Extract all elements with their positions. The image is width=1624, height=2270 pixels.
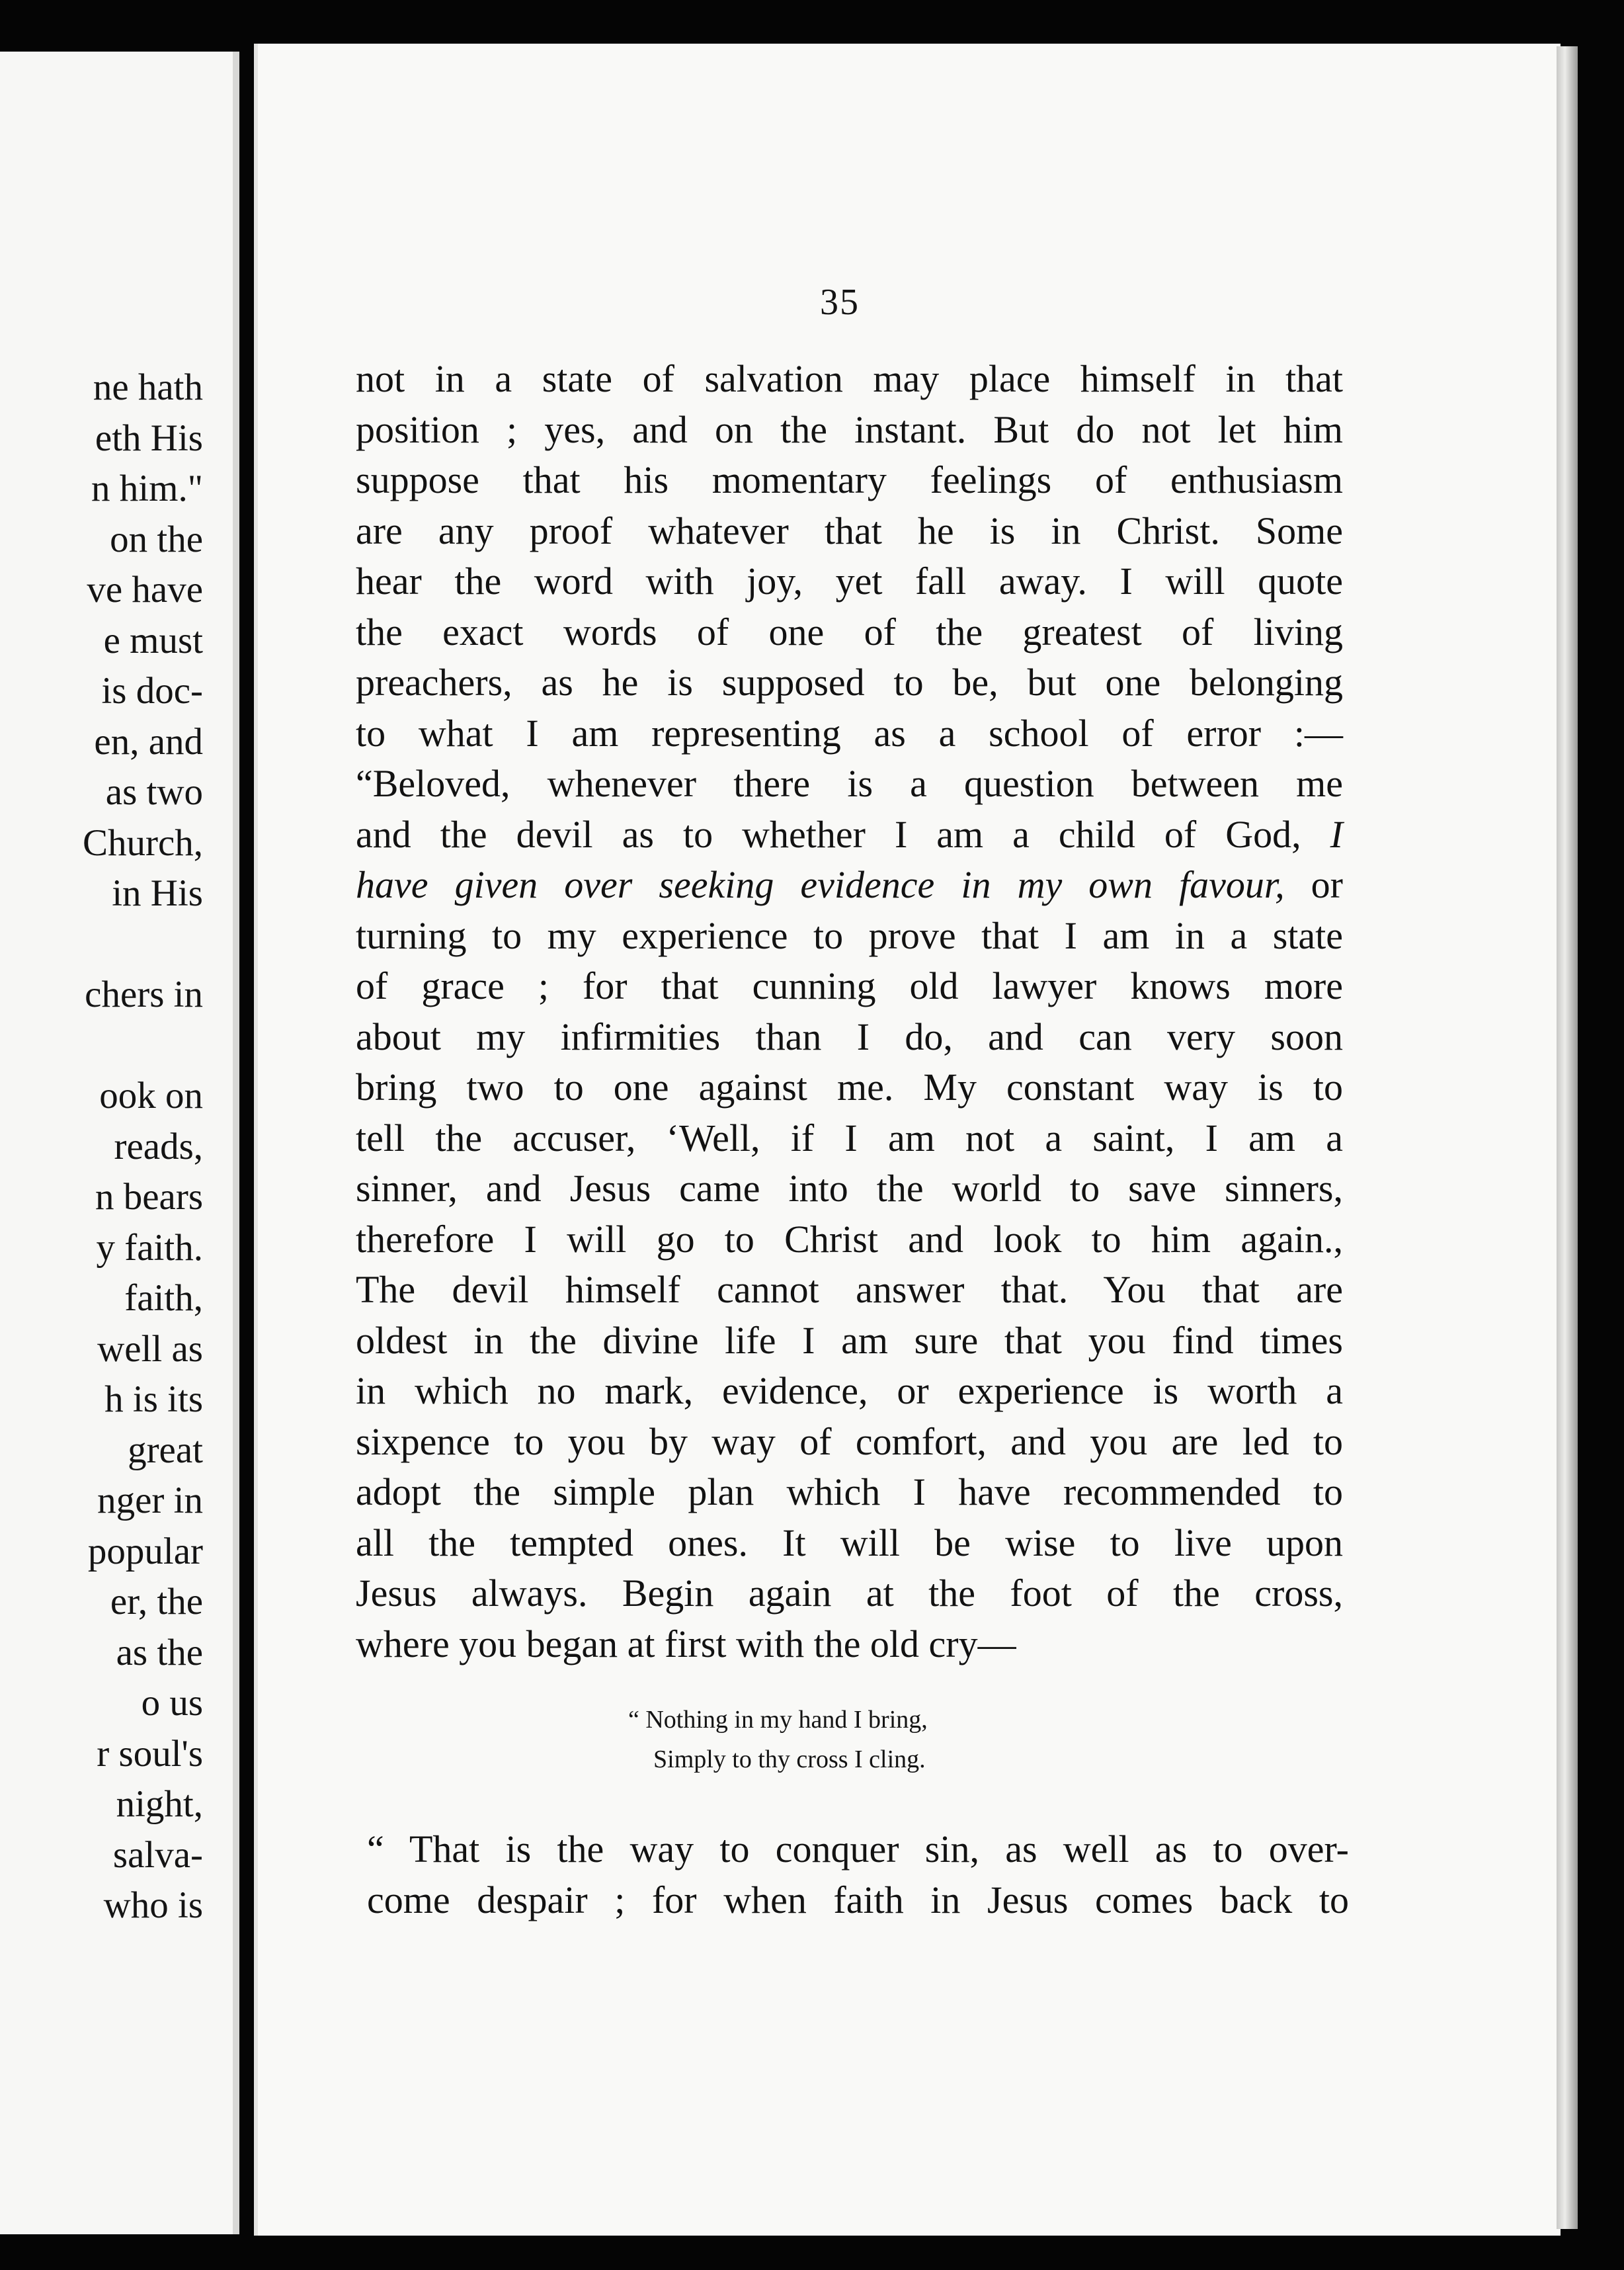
- text-line: of grace ; for that cunning old lawyer knows more: [356, 964, 1343, 1007]
- left-line: o us: [141, 1682, 203, 1724]
- left-line: eth His: [95, 417, 203, 459]
- left-line: popular: [87, 1530, 203, 1572]
- left-line: reads,: [114, 1125, 203, 1167]
- text-line: hear the word with joy, yet fall away. I will quote: [356, 560, 1343, 603]
- left-page-text: [83, 362, 203, 1931]
- line-rest: or: [1284, 863, 1343, 906]
- text-line: turning to my experience to prove that I am in a state: [356, 913, 1343, 957]
- text-line: about my infirmities than I do, and can very soon: [356, 1015, 1343, 1058]
- left-line: salva-: [112, 1833, 203, 1876]
- left-page: [0, 52, 239, 2234]
- left-line: [83, 1021, 203, 1072]
- text-line: therefore I will go to Christ and look to him again.,: [356, 1217, 1343, 1261]
- left-line: [83, 919, 203, 970]
- left-line: in His: [112, 872, 203, 914]
- left-line: chers in: [85, 974, 203, 1015]
- left-line: n bears: [95, 1176, 203, 1218]
- text-line: The devil himself cannot answer that. You that are: [356, 1268, 1343, 1311]
- text-line: and the devil as to whether I am a child of God, I: [356, 812, 1343, 856]
- closing-text: [367, 1824, 1349, 1925]
- left-line: y faith.: [96, 1226, 203, 1269]
- italic-phrase: have given over seeking evidence in my own favour,: [356, 863, 1285, 906]
- text-line: sixpence to you by way of comfort, and you are led to: [356, 1419, 1343, 1463]
- italic-word: I: [1330, 812, 1343, 856]
- verse-quote: [628, 1700, 928, 1779]
- text-line: the exact words of one of the greatest of living: [356, 610, 1343, 653]
- left-line: n him.": [91, 468, 203, 509]
- text-line: adopt the simple plan which I have recommended to: [356, 1470, 1343, 1513]
- text-line: not in a state of salvation may place himself in that: [356, 357, 1343, 400]
- text-line: tell the accuser, ‘Well, if I am not a saint, I am a: [356, 1116, 1343, 1159]
- left-line: er, the: [110, 1581, 203, 1622]
- left-line: faith,: [124, 1277, 203, 1319]
- left-line: on the: [110, 518, 203, 560]
- page-edge: [1557, 46, 1578, 2229]
- left-line: great: [128, 1429, 203, 1471]
- text-line: bring two to one against me. My constant way is to: [356, 1066, 1343, 1109]
- left-line: r soul's: [97, 1732, 203, 1775]
- left-line: well as: [97, 1327, 203, 1370]
- text-line: come despair ; for when faith in Jesus comes back to: [367, 1878, 1349, 1921]
- text-line: to what I am representing as a school of error :—: [356, 711, 1343, 755]
- text-line: suppose that his momentary feelings of enthusiasm: [356, 458, 1343, 501]
- text-line: are any proof whatever that he is in Christ. Some: [356, 509, 1343, 552]
- page-number: 35: [820, 282, 860, 323]
- left-line: e must: [103, 619, 203, 661]
- left-line: as the: [116, 1631, 203, 1673]
- text-line: “ That is the way to conquer sin, as well as to over-: [367, 1828, 1349, 1871]
- verse-line: Simply to thy cross I cling.: [653, 1745, 926, 1773]
- text-line: position ; yes, and on the instant. But do not let him: [356, 407, 1343, 451]
- left-line: who is: [103, 1884, 203, 1926]
- left-line: night,: [116, 1783, 203, 1825]
- text-line: all the tempted ones. It will be wise to live upon: [356, 1521, 1343, 1564]
- text-line: sinner, and Jesus came into the world to save sinners,: [356, 1167, 1343, 1210]
- book-gutter: [239, 0, 254, 2270]
- left-line: is doc-: [101, 670, 203, 712]
- body-text: [356, 354, 1343, 1669]
- left-line: as two: [105, 771, 203, 813]
- text-line: oldest in the divine life I am sure that you find times: [356, 1318, 1343, 1362]
- left-line: Church,: [82, 821, 203, 864]
- verse-line: “ Nothing in my hand I bring,: [628, 1706, 928, 1734]
- text-line: preachers, as he is supposed to be, but one belonging: [356, 661, 1343, 704]
- left-line: ne hath: [93, 366, 203, 408]
- text-line: in which no mark, evidence, or experience is worth a: [356, 1369, 1343, 1412]
- text-line: Jesus always. Begin again at the foot of the cross,: [356, 1572, 1343, 1615]
- left-line: nger in: [97, 1480, 203, 1521]
- left-line: h is its: [104, 1378, 203, 1420]
- left-line: en, and: [94, 720, 203, 763]
- text-line: where you began at first with the old cry—: [356, 1622, 1016, 1665]
- left-line: ve have: [87, 569, 203, 610]
- left-line: ook on: [99, 1075, 203, 1116]
- text-line: “Beloved, whenever there is a question between me: [356, 762, 1343, 805]
- text-line-italic: [356, 860, 1343, 911]
